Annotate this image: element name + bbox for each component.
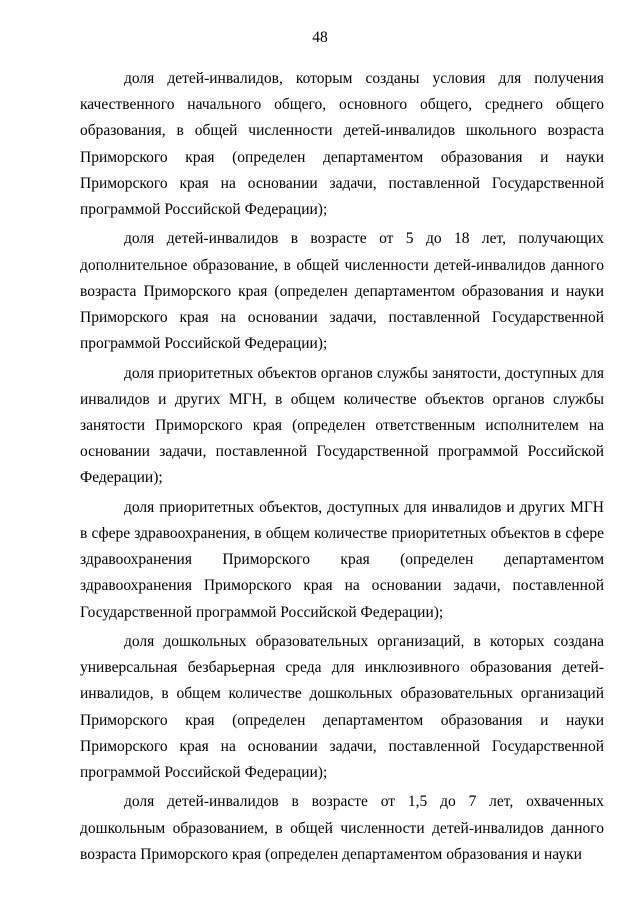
- paragraph-5: доля дошкольных образовательных организаций, в которых создана универсальная безбарьерная среда для инклюзивного образования детей-инвалидов, в общем количестве дошкольных образовательных организаций Приморского края (определен департаментом образования и науки Приморского края на основании задачи, поставленной Государственной программой Российской Федерации);: [80, 633, 604, 782]
- document-body: [80, 66, 604, 871]
- paragraph-4: доля приоритетных объектов, доступных для инвалидов и других МГН в сфере здравоохранения, в общем количестве приоритетных объектов в сфере здравоохранения Приморского края (определен департаментом здравоохранения Приморского края на основании задачи, поставленной Государственной программой Российской Федерации);: [80, 498, 604, 621]
- paragraph-3: доля приоритетных объектов органов службы занятости, доступных для инвалидов и других МГН, в общем количестве объектов органов службы занятости Приморского края (определен ответственным исполнителем на основании задачи, поставленной Государственной программой Российской Федерации);: [80, 364, 604, 487]
- paragraph-1: доля детей-инвалидов, которым созданы условия для получения качественного начального общего, основного общего, среднего общего образования, в общей численности детей-инвалидов школьного возраста Приморского края (определен департаментом образования и науки Приморского края на основании задачи, поставленной Государственной программой Российской Федерации);: [80, 70, 604, 219]
- page-number: 48: [312, 29, 328, 46]
- paragraph-6: доля детей-инвалидов в возрасте от 1,5 до 7 лет, охваченных дошкольным образованием, в общей численности детей-инвалидов данного возраста Приморского края (определен департаментом образования и науки: [80, 793, 604, 863]
- paragraph-2: доля детей-инвалидов в возрасте от 5 до 18 лет, получающих дополнительное образование, в общей численности детей-инвалидов данного возраста Приморского края (определен департаментом образования и науки Приморского края на основании задачи, поставленной Государственной программой Российской Федерации);: [80, 230, 604, 353]
